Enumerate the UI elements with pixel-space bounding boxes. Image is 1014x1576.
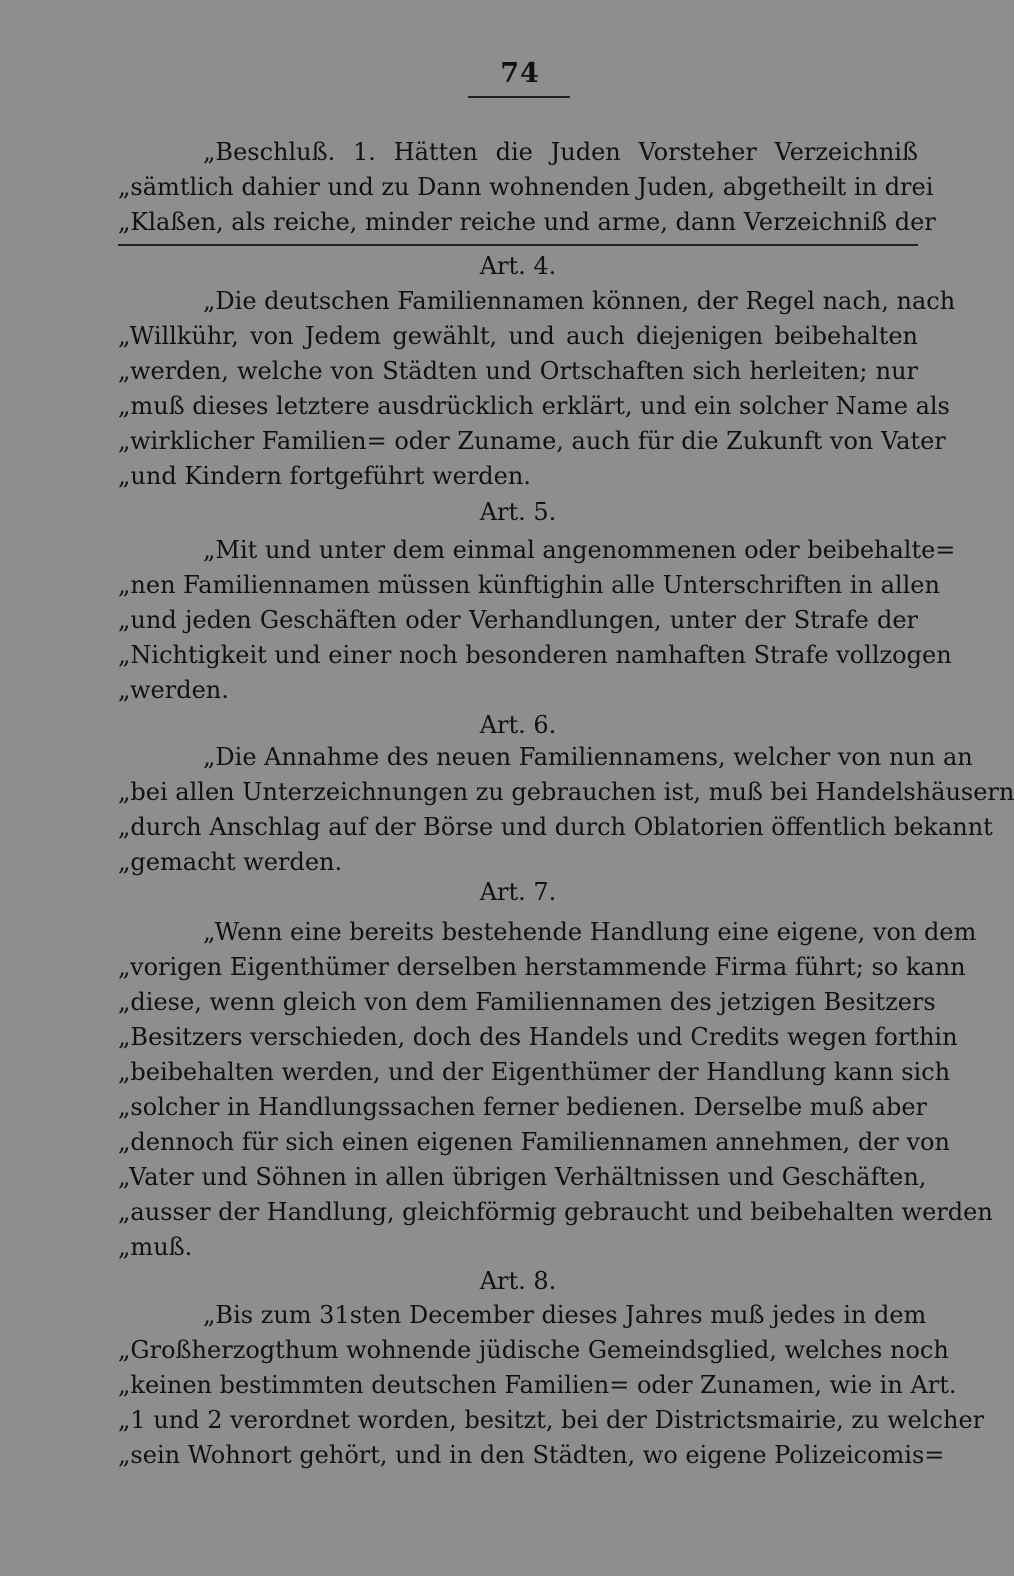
- article-heading-8: Art. 8.: [479, 1267, 557, 1295]
- text-line: „Wenn eine bereits bestehende Handlung eine eigene, von dem: [203, 918, 977, 946]
- text-line: „muß.: [118, 1233, 193, 1261]
- beschluss-passage: [118, 135, 936, 240]
- text-line: „Großherzogthum wohnende jüdische Gemeindsglied, welches noch: [118, 1336, 949, 1364]
- text-line: „und Kindern fortgeführt werden.: [118, 462, 531, 490]
- text-line: „und jeden Geschäften oder Verhandlungen, unter der Strafe der: [118, 606, 918, 634]
- text-line: „durch Anschlag auf der Börse und durch Oblatorien öffentlich bekannt: [118, 813, 993, 841]
- text-line: „vorigen Eigenthümer derselben herstammende Firma führt; so kann: [118, 953, 966, 981]
- text-line: „Klaßen, als reiche, minder reiche und arme, dann Verzeichniß der: [118, 208, 936, 236]
- text-line: „Vater und Söhnen in allen übrigen Verhältnissen und Geschäften,: [118, 1163, 927, 1191]
- article-heading-7: Art. 7.: [479, 878, 557, 906]
- text-line: „keinen bestimmten deutschen Familien= oder Zunamen, wie in Art.: [118, 1371, 957, 1399]
- text-line: „diese, wenn gleich von dem Familiennamen des jetzigen Besitzers: [118, 988, 936, 1016]
- text-line: „bei allen Unterzeichnungen zu gebrauchen ist, muß bei Handelshäusern: [118, 778, 1014, 806]
- text-line: „Besitzers verschieden, doch des Handels und Credits wegen forthin: [118, 1023, 958, 1051]
- article-body-4: [118, 284, 956, 494]
- text-line: „werden, welche von Städten und Ortschaften sich herleiten; nur: [118, 357, 918, 385]
- text-line: „dennoch für sich einen eigenen Familiennamen annehmen, der von: [118, 1128, 950, 1156]
- text-line: „solcher in Handlungssachen ferner bedienen. Derselbe muß aber: [118, 1093, 928, 1121]
- section-divider: [118, 244, 918, 246]
- text-line: „sämtlich dahier und zu Dann wohnenden Juden, abgetheilt in drei: [118, 173, 934, 201]
- text-line: „wirklicher Familien= oder Zuname, auch für die Zukunft von Vater: [118, 427, 946, 455]
- text-line: „werden.: [118, 676, 229, 704]
- article-body-7: [118, 915, 993, 1265]
- article-heading-5: Art. 5.: [479, 498, 557, 526]
- text-line: „Die Annahme des neuen Familiennamens, welcher von nun an: [203, 743, 973, 771]
- text-line: „muß dieses letztere ausdrücklich erklärt, und ein solcher Name als: [118, 392, 950, 420]
- text-line: „Nichtigkeit und einer noch besonderen namhaften Strafe vollzogen: [118, 641, 952, 669]
- text-line: „Mit und unter dem einmal angenommenen oder beibehalte=: [203, 536, 956, 564]
- text-line: „Willkühr, von Jedem gewählt, und auch diejenigen beibehalten: [118, 322, 918, 350]
- text-line: „Bis zum 31sten December dieses Jahres muß jedes in dem: [203, 1301, 927, 1329]
- article-heading-6: Art. 6.: [479, 711, 557, 739]
- article-body-8: [118, 1298, 985, 1473]
- text-line: „beibehalten werden, und der Eigenthümer der Handlung kann sich: [118, 1058, 951, 1086]
- text-line: „Die deutschen Familiennamen können, der Regel nach, nach: [203, 287, 956, 315]
- page-number: 74: [500, 58, 540, 89]
- text-line: „sein Wohnort gehört, und in den Städten, wo eigene Polizeicomis=: [118, 1441, 945, 1469]
- text-line: „gemacht werden.: [118, 848, 343, 876]
- text-line: „Beschluß. 1. Hätten die Juden Vorsteher Verzeichniß: [203, 138, 918, 166]
- text-line: „nen Familiennamen müssen künftighin alle Unterschriften in allen: [118, 571, 940, 599]
- article-body-6: [118, 740, 1014, 880]
- text-line: „ausser der Handlung, gleichförmig gebraucht und beibehalten werden: [118, 1198, 993, 1226]
- article-heading-4: Art. 4.: [479, 252, 557, 280]
- page-number-rule: [468, 96, 570, 98]
- article-body-5: [118, 533, 956, 708]
- text-line: „1 und 2 verordnet worden, besitzt, bei der Districtsmairie, zu welcher: [118, 1406, 985, 1434]
